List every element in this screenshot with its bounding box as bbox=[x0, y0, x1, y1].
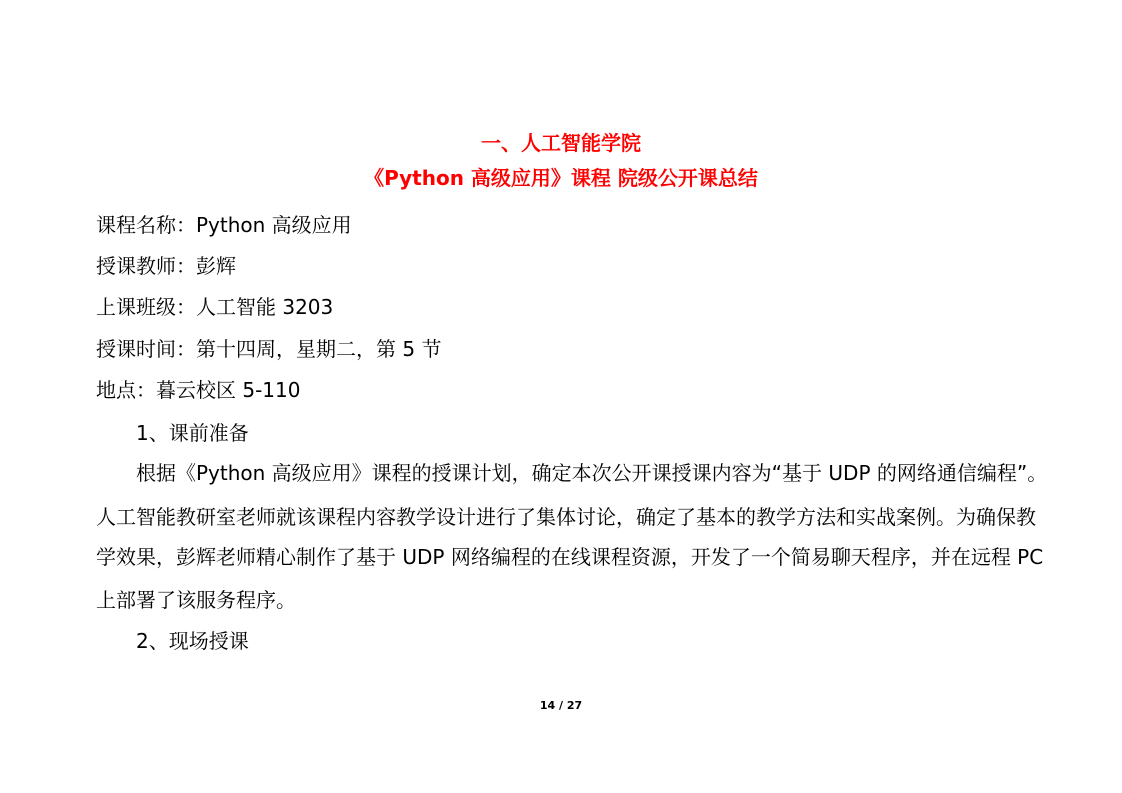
location-line: 地点：暮云校区 5-110 bbox=[96, 378, 301, 402]
prep-paragraph-line-4: 上部署了该服务程序。 bbox=[96, 588, 296, 612]
course-name-line: 课程名称：Python 高级应用 bbox=[96, 213, 352, 237]
document-title: 《Python 高级应用》课程 院级公开课总结 bbox=[364, 166, 758, 190]
prep-paragraph-line-1: 根据《Python 高级应用》课程的授课计划，确定本次公开课授课内容为“基于 UDP 的网络通信编程”。 bbox=[136, 461, 1048, 485]
live-teaching-heading: 2、现场授课 bbox=[136, 629, 249, 653]
prep-heading: 1、课前准备 bbox=[136, 421, 249, 445]
teacher-line: 授课教师：彭辉 bbox=[96, 254, 236, 278]
class-line: 上课班级：人工智能 3203 bbox=[96, 295, 334, 319]
page-number: 14 / 27 bbox=[539, 699, 583, 712]
time-line: 授课时间：第十四周，星期二，第 5 节 bbox=[96, 337, 442, 361]
prep-paragraph-line-3: 学效果，彭辉老师精心制作了基于 UDP 网络编程的在线课程资源，开发了一个简易聊天程序，并在远程 PC bbox=[96, 545, 1044, 569]
section-title: 一、人工智能学院 bbox=[481, 131, 641, 155]
prep-paragraph-line-2: 人工智能教研室老师就该课程内容教学设计进行了集体讨论，确定了基本的教学方法和实战案例。为确保教 bbox=[96, 505, 1036, 529]
